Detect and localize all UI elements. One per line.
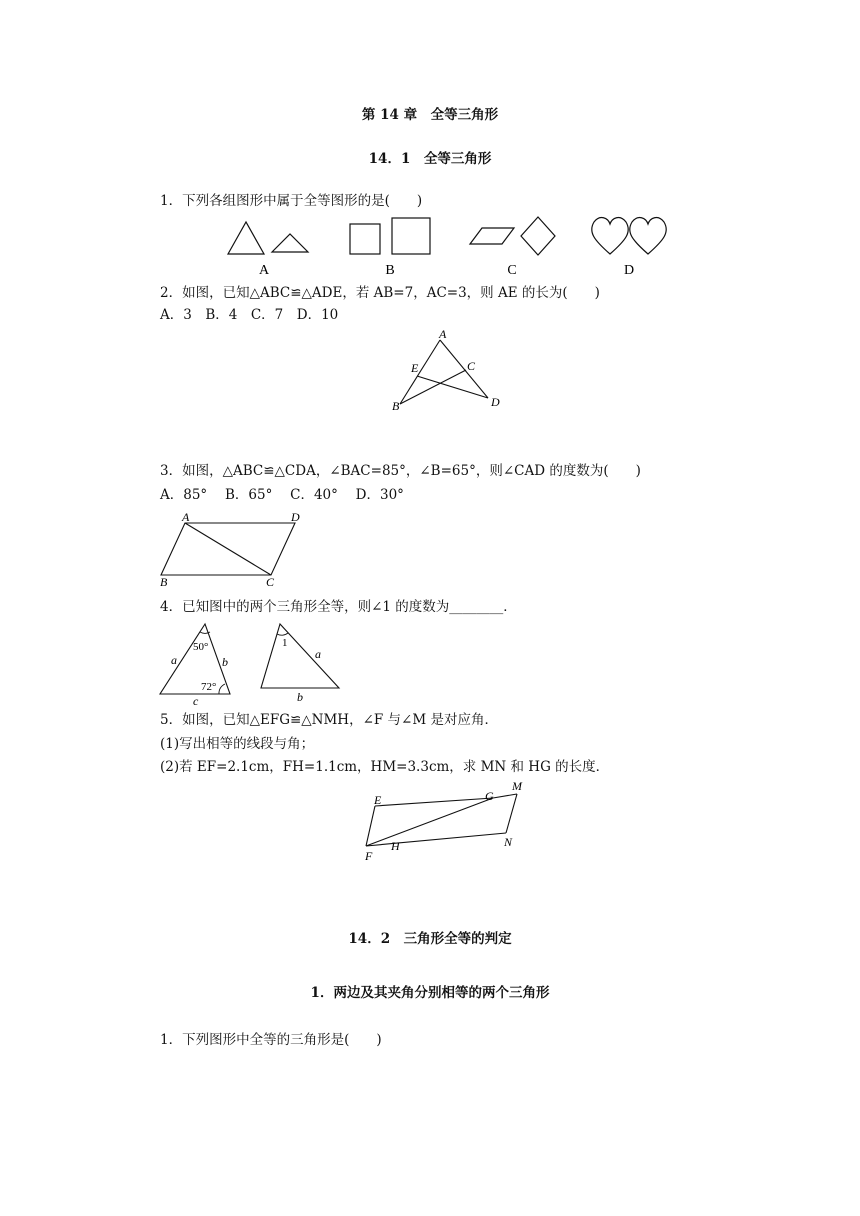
question-3: 3．如图，△ABC≌△CDA，∠BAC=85°，∠B=65°，则∠CAD 的度数为( ): [160, 463, 641, 479]
q4-angle-50: 50°: [193, 641, 209, 653]
q3-label-d: D: [291, 510, 300, 524]
q3-figure: [155, 508, 315, 590]
chapter-title: 第 14 章 全等三角形: [361, 107, 499, 123]
q5-label-e: E: [374, 793, 382, 807]
subsection-title: 1．两边及其夹角分别相等的两个三角形: [310, 985, 550, 1001]
q3-label-b: B: [160, 575, 168, 589]
q4-label-a: a: [171, 653, 177, 667]
q1-rhombus: [521, 217, 555, 255]
question-4: 4．已知图中的两个三角形全等，则∠1 的度数为________．: [160, 599, 517, 615]
question-5-part-1: (1)写出相等的线段与角；: [160, 736, 315, 752]
q4-label-b: b: [222, 655, 228, 669]
q2-label-c: C: [467, 359, 476, 373]
question-2: 2．如图，已知△ABC≌△ADE，若 AB=7，AC=3，则 AE 的长为( ): [160, 285, 600, 301]
q1-option-b: B: [385, 263, 395, 278]
q5-label-h: H: [391, 839, 400, 853]
question-5: 5．如图，已知△EFG≌△NMH，∠F 与∠M 是对应角．: [160, 712, 498, 728]
q4-angle-72: 72°: [201, 681, 217, 693]
q2-label-b: B: [392, 399, 400, 413]
q1-square-small: [350, 224, 380, 254]
q1-figure: [220, 212, 680, 280]
q4-label-a2: a: [315, 647, 321, 661]
q1-square-large: [392, 218, 430, 254]
q5-label-n: N: [504, 835, 513, 849]
q1-triangle-small: [272, 234, 308, 252]
q1-parallelogram: [470, 228, 514, 244]
q4-triangle-right: [261, 624, 339, 688]
q4-label-b2: b: [297, 690, 303, 704]
question-5-part-2: (2)若 EF=2.1cm，FH=1.1cm，HM=3.3cm，求 MN 和 HG 的长度．: [160, 759, 610, 775]
section-title: 14．1 全等三角形: [368, 151, 492, 167]
q2-figure: [380, 326, 510, 416]
q1-option-c: C: [507, 263, 517, 278]
q1-heart-right: [630, 218, 667, 254]
q2-label-e: E: [411, 361, 419, 375]
q1-triangle-large: [228, 222, 264, 254]
q3-label-c: C: [266, 575, 275, 589]
q4-angle-1: 1: [282, 637, 288, 649]
q2-label-d: D: [491, 395, 500, 409]
question-1: 1．下列各组图形中属于全等图形的是( ): [160, 193, 423, 209]
q5-label-f: F: [365, 849, 373, 863]
q5-figure: [362, 776, 532, 868]
q1-option-a: A: [258, 263, 270, 278]
section-2-title: 14．2 三角形全等的判定: [348, 931, 512, 947]
q1-option-d: D: [623, 263, 635, 278]
q1-heart-left: [592, 218, 629, 254]
q2-label-a: A: [439, 327, 447, 341]
q5-label-g: G: [485, 789, 494, 803]
question-2-choices: A．3 B．4 C．7 D．10: [160, 307, 339, 323]
q5-label-m: M: [512, 779, 522, 793]
q4-figure: [155, 618, 345, 706]
q3-label-a: A: [182, 510, 190, 524]
q4-label-c: c: [193, 694, 199, 706]
question-3-choices: A．85° B．65° C．40° D．30°: [160, 487, 404, 503]
question-6: 1．下列图形中全等的三角形是( ): [160, 1032, 382, 1048]
